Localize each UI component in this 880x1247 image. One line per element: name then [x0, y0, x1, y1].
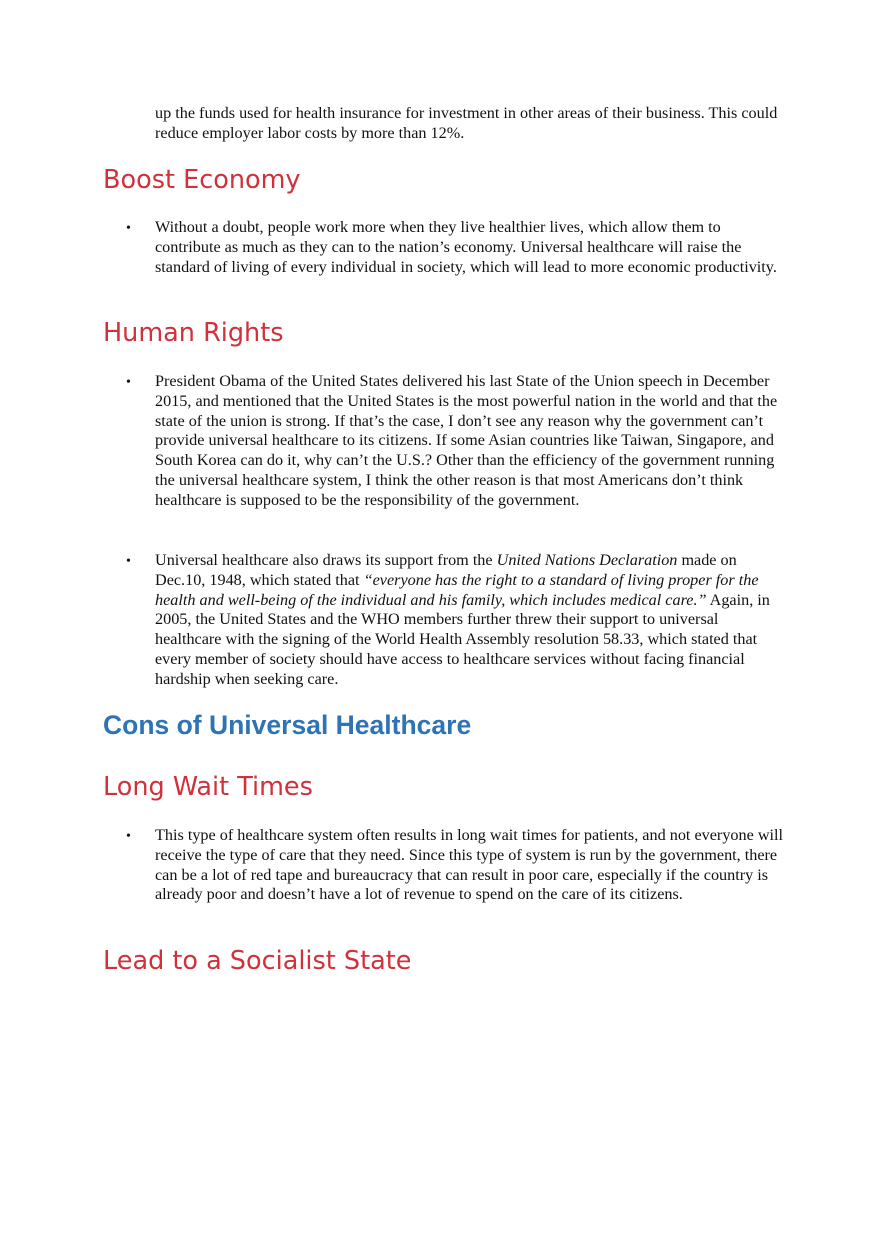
- heading-human-rights: Human Rights: [103, 318, 284, 348]
- bullet-marker: •: [126, 554, 131, 569]
- paragraph-italic-reference: United Nations Declaration: [496, 551, 678, 569]
- human-rights-paragraph-1: President Obama of the United States delivered his last State of the Union speech in December 2015, and mentioned that the United States is the most powerful nation in the world and that the state of the union is strong. If that’s the case, I don’t see any reason why the government can’t provide universal healthcare to its citizens. If some Asian countries like Taiwan, Singapore, and South Korea can do it, why can’t the U.S.? Other than the efficiency of the government running the universal healthcare system, I think the other reason is that most Americans don’t think healthcare is supposed to be the responsibility of the government.: [155, 372, 778, 509]
- long-wait-times-paragraph: This type of healthcare system often results in long wait times for patients, and not everyone will receive the type of care that they need. Since this type of system is run by the government, there can be a lot of red tape and bureaucracy that can result in poor care, especially if the country is already poor and doesn’t have a lot of revenue to spend on the care of its citizens.: [155, 826, 784, 904]
- heading-long-wait-times: Long Wait Times: [103, 772, 313, 802]
- human-rights-paragraph-2: [155, 551, 787, 690]
- bullet-marker: •: [126, 829, 131, 844]
- boost-economy-paragraph: Without a doubt, people work more when they live healthier lives, which allow them to contribute as much as they can to the nation’s economy. Universal healthcare will raise the standard of living of every individual in society, which will lead to more economic productivity.: [155, 218, 777, 276]
- heading-cons-section: Cons of Universal Healthcare: [103, 710, 472, 740]
- heading-boost-economy: Boost Economy: [103, 165, 301, 195]
- bullet-marker: •: [126, 221, 131, 236]
- paragraph-text: Again, in 2005, the United States and the WHO members further threw their support to universal healthcare with the signing of the World Health Assembly resolution 58.33, which stated that every member of society should have access to healthcare services without facing financial hardship when seeking care.: [155, 590, 770, 688]
- heading-socialist-state: Lead to a Socialist State: [103, 946, 412, 976]
- bullet-marker: •: [126, 375, 131, 390]
- paragraph-text: made on Dec.10, 1948, which stated that: [155, 551, 737, 589]
- intro-paragraph: up the funds used for health insurance for investment in other areas of their business. This could reduce employer labor costs by more than 12%.: [155, 104, 778, 142]
- paragraph-italic-quote: “everyone has the right to a standard of living proper for the health and well-being of the individual and his family, which includes medical care.”: [155, 570, 759, 609]
- paragraph-text: Universal healthcare also draws its support from the: [155, 551, 497, 569]
